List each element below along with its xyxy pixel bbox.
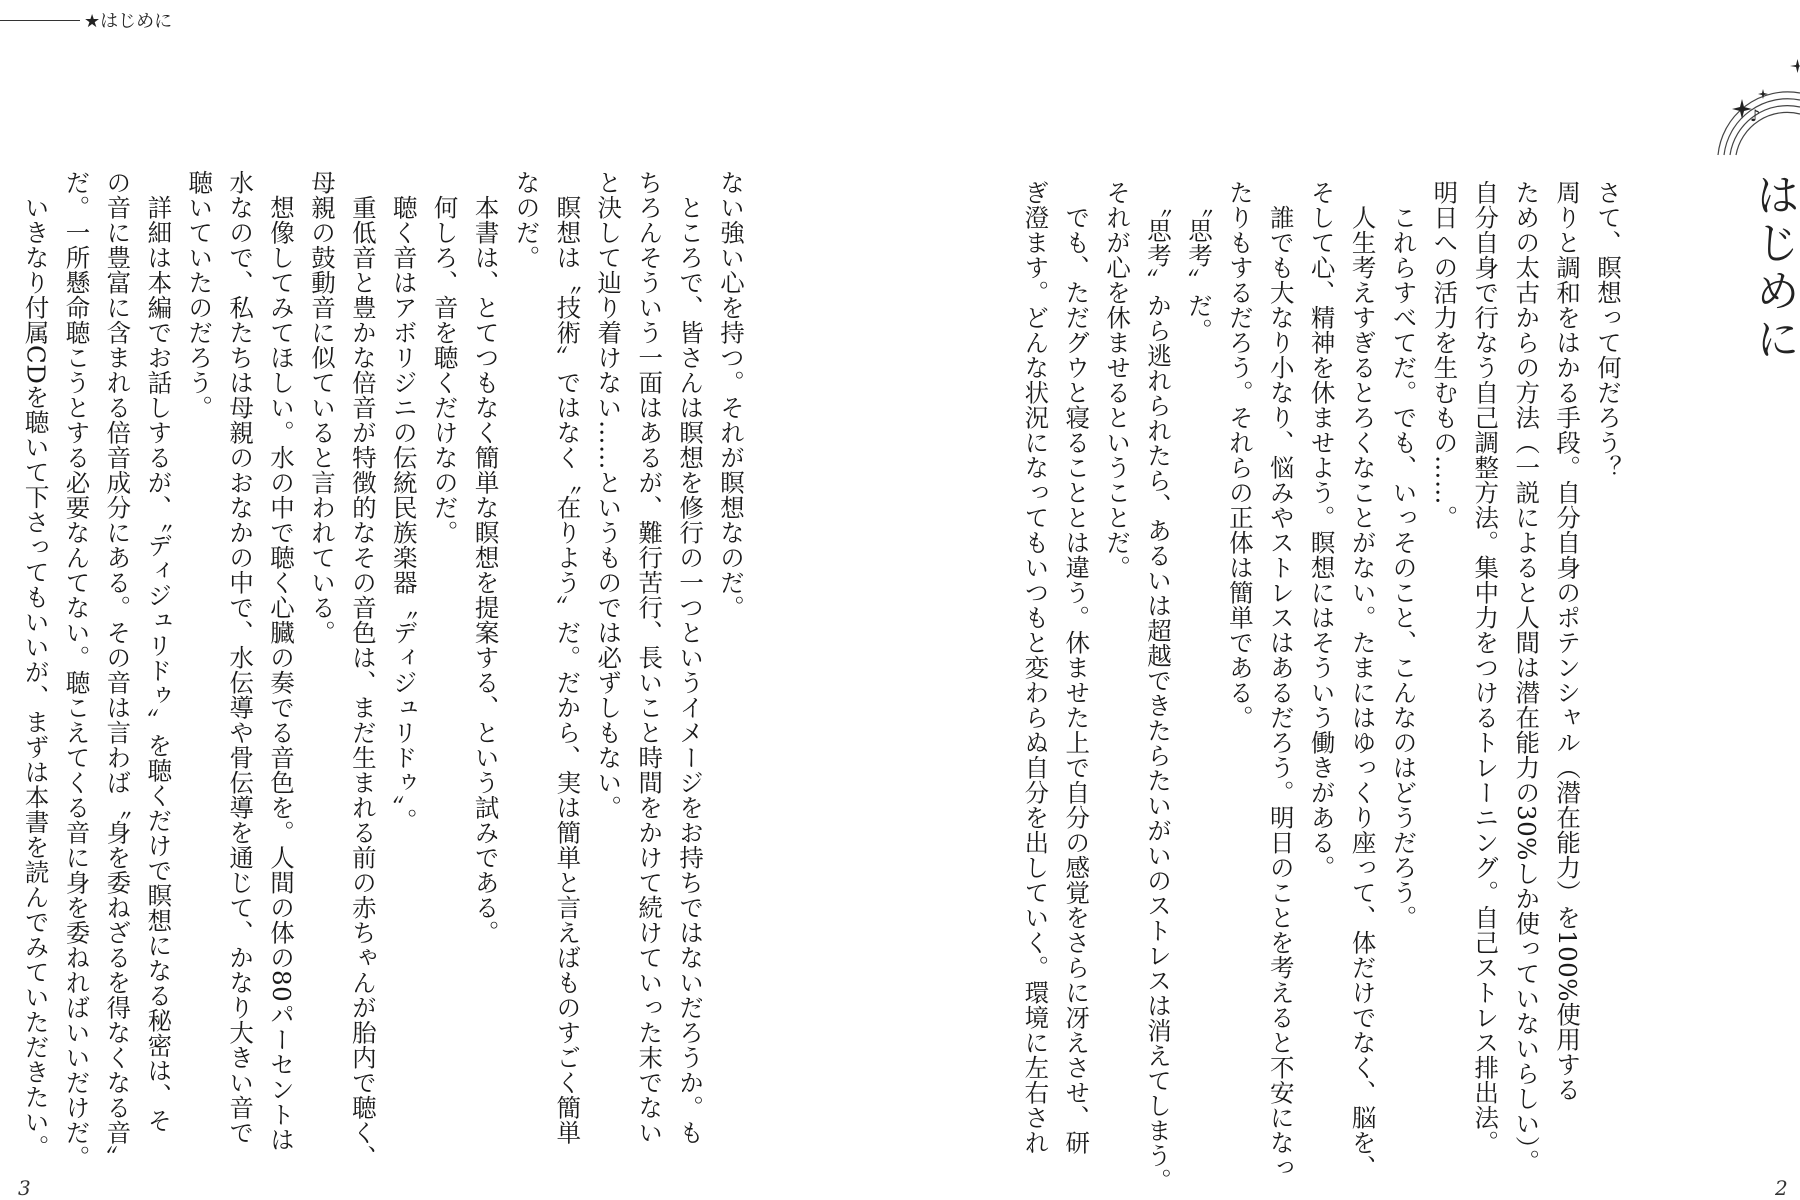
page-left-body	[16, 170, 751, 1170]
text-line: 何しろ、音を聴くだけなのだ。	[430, 170, 460, 545]
text-line: ぎ澄ます。どんな状況になってもいつもと変わらぬ自分を出していく。環境に左右され	[1021, 180, 1051, 1155]
header-rule	[0, 20, 80, 21]
folio-right: 2	[1775, 1176, 1788, 1200]
text-line: 想像してみてほしい。水の中で聴く心臓の奏でる音色を。人間の体の80パーセントは	[267, 170, 297, 1153]
text-line: いきなり付属CDを聴いて下さってもいいが、まずは本書を読んでみていただきたい。	[21, 170, 51, 1160]
text-line: ための太古からの方法（一説によると人間は潜在能力の30%しか使っていないらしい）。	[1512, 180, 1542, 1174]
text-line: 聴く音はアボリジニの伝統民族楽器〝ディジュリドゥ〟。	[389, 170, 419, 833]
text-line: 〝思考〟から逃れられたら、あるいは超越できたらたいがいのストレスは消えてしまう。	[1144, 180, 1174, 1193]
text-line: 本書は、とてつもなく簡単な瞑想を提案する、という試みである。	[471, 170, 501, 945]
text-line: 自分自身で行なう自己調整方法。集中力をつけるトレーニング。自己ストレス排出法。	[1471, 180, 1501, 1155]
text-line: そして心、精神を休ませよう。瞑想にはそういう働きがある。	[1307, 180, 1337, 880]
header-section-label: ★はじめに	[84, 11, 173, 32]
text-line: と決して辿り着けない……というものでは必ずしもない。	[594, 170, 624, 820]
text-line: なのだ。	[512, 170, 542, 270]
text-line: でも、ただグウと寝ることとは違う。休ませた上で自分の感覚をさらに冴えさせ、研	[1062, 180, 1092, 1155]
text-line: これらすべてだ。でも、いっそのこと、こんなのはどうだろう。	[1389, 180, 1419, 930]
text-line: それが心を休ませるということだ。	[1103, 180, 1133, 580]
chapter-title: はじめに	[1748, 172, 1799, 364]
text-line: 聴いていたのだろう。	[185, 170, 215, 420]
text-line: さて、瞑想って何だろう？	[1594, 180, 1623, 480]
text-line: ところで、皆さんは瞑想を修行の一つというイメージをお持ちではないだろうか。も	[676, 170, 706, 1145]
text-line: たりもするだろう。それらの正体は簡単である。	[1225, 180, 1255, 730]
text-line: 母親の鼓動音に似ていると言われている。	[307, 170, 337, 645]
folio-left: 3	[18, 1176, 31, 1200]
text-line: 〝思考〟だ。	[1184, 180, 1214, 343]
text-line: 人生考えすぎるとろくなことがない。たまにはゆっくり座って、体だけでなく、脳を、	[1348, 180, 1378, 1180]
text-line: の音に豊富に含まれる倍音成分にある。その音は言わば〝身を委ねざるを得なくなる音〟	[103, 170, 133, 1170]
text-line: ない強い心を持つ。それが瞑想なのだ。	[717, 170, 746, 620]
text-line: 瞑想は〝技術〟ではなく〝在りよう〟だ。だから、実は簡単と言えばものすごく簡単	[553, 170, 583, 1145]
text-line: ちろんそういう一面はあるが、難行苦行、長いこと時間をかけて続けていった末でない	[635, 170, 665, 1145]
text-line: 周りと調和をはかる手段。自分自身のポテンシャル（潜在能力）を100%使用する	[1553, 180, 1583, 1103]
sparkle-arc-ornament	[1710, 55, 1800, 185]
text-line: だ。一所懸命聴こうとする必要なんてない。聴こえてくる音に身を委ねればいいだけだ。	[62, 170, 92, 1170]
text-line: 重低音と豊かな倍音が特徴的なその音色は、まだ生まれる前の赤ちゃんが胎内で聴く、	[348, 170, 378, 1170]
text-line: 水なので、私たちは母親のおなかの中で、水伝導や骨伝導を通じて、かなり大きい音で	[226, 170, 256, 1145]
page-right-body	[1021, 180, 1628, 1193]
text-line: 明日への活力を生むもの……。	[1430, 180, 1460, 530]
svg-text:♪: ♪	[1750, 106, 1761, 125]
text-line: 誰でも大なり小なり、悩みやストレスはあるだろう。明日のことを考えると不安になっ	[1266, 180, 1296, 1180]
text-line: 詳細は本編でお話しするが、〝ディジュリドゥ〟を聴くだけで瞑想になる秘密は、そ	[144, 170, 174, 1133]
running-header	[0, 8, 172, 32]
